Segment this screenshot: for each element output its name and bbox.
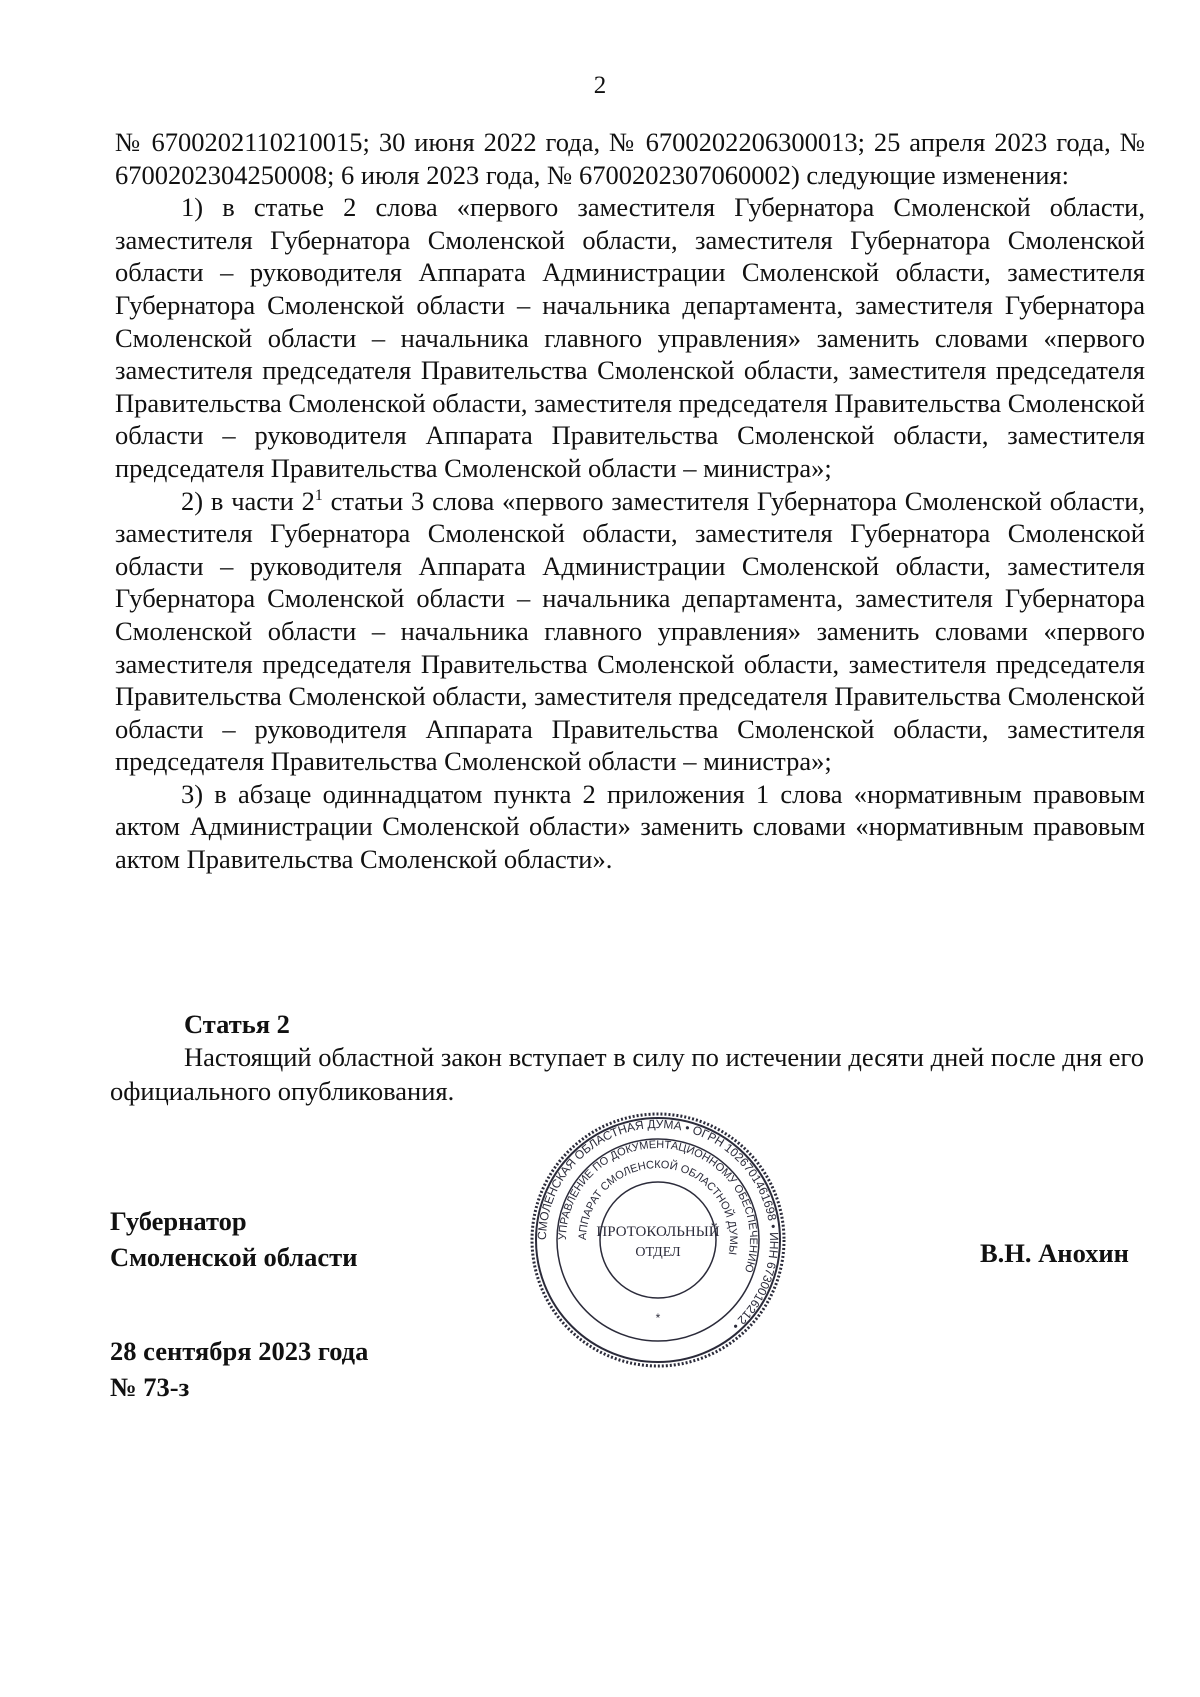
superscript: 1 — [314, 486, 323, 504]
paragraph-item-3: 3) в абзаце одиннадцатом пункта 2 приложения 1 слова «нормативным правовым актом Администрации Смоленской области» заменить словами «нормативным правовым актом Правительства Смоленской области». — [115, 778, 1145, 875]
page-number: 2 — [593, 72, 607, 99]
law-date-number — [110, 1333, 368, 1405]
stamp-rings — [532, 1114, 784, 1366]
position-line-2: Смоленской области — [110, 1242, 358, 1272]
law-date: 28 сентября 2023 года — [110, 1336, 369, 1366]
article-2-title: Статья 2 — [184, 1009, 290, 1039]
paragraph-continuation: № 6700202110210015; 30 июня 2022 года, № 6700202206300013; 25 апреля 2023 года, № 6700202304250008; 6 июля 2023 года, № 6700202307060002) следующие изменения: — [115, 127, 1145, 190]
stamp-center-line-1: ПРОТОКОЛЬНЫЙ — [596, 1224, 720, 1240]
position-line-1: Губернатор — [110, 1206, 247, 1236]
stamp-inner-text — [577, 1159, 739, 1256]
stamp-middle-path: УПРАВЛЕНИЕ ПО ДОКУМЕНТАЦИОННОМУ ОБЕСПЕЧЕНИЮ — [556, 1138, 760, 1274]
official-stamp — [528, 1110, 788, 1370]
stamp-outer-path: СМОЛЕНСКАЯ ОБЛАСТНАЯ ДУМА • ОГРН 1026701461698 • ИНН 6730016212 • — [534, 1116, 782, 1333]
paragraph-item-2 — [115, 485, 1145, 778]
item-2-prefix: 2) в части 2 — [181, 485, 315, 516]
stamp-center-line-2: ОТДЕЛ — [635, 1245, 681, 1260]
law-number: № 73-з — [110, 1372, 190, 1402]
stamp-star-icon: * — [655, 1311, 661, 1325]
stamp-inner-path: АППАРАТ СМОЛЕНСКОЙ ОБЛАСТНОЙ ДУМЫ — [576, 1158, 740, 1256]
document-body — [115, 126, 1145, 876]
signatory-name: В.Н. Анохин — [980, 1238, 1129, 1268]
item-2-text: статьи 3 слова «первого заместителя Губернатора Смоленской области, заместителя Губернатора Смоленской области, заместителя Губернатора Смоленской области – руководителя Аппарата Администрации Смоленской области, заместителя Губернатора Смоленской области – начальника департамента, заместителя Губернатора Смоленской области – начальника главного управления» заменить словами «первого заместителя председателя Правительства Смоленской области, заместителя председателя Правительства Смоленской области, заместителя председателя Правительства Смоленской области – руководителя Аппарата Правительства Смоленской области, заместителя председателя Правительства Смоленской области – министра»; — [115, 485, 1145, 777]
signatory-position — [110, 1203, 357, 1275]
article-2-text: Настоящий областной закон вступает в силу по истечении десяти дней после дня его официального опубликования. — [110, 1042, 1144, 1106]
paragraph-item-1: 1) в статье 2 слова «первого заместителя Губернатора Смоленской области, заместителя Губернатора Смоленской области, заместителя Губернатора Смоленской области – руководителя Аппарата Администрации Смоленской области, заместителя Губернатора Смоленской области – начальника департамента, заместителя Губернатора Смоленской области – начальника главного управления» заменить словами «первого заместителя председателя Правительства Смоленской области, заместителя председателя Правительства Смоленской области, заместителя председателя Правительства Смоленской области – руководителя Аппарата Правительства Смоленской области, заместителя председателя Правительства Смоленской области – министра»; — [115, 192, 1145, 483]
